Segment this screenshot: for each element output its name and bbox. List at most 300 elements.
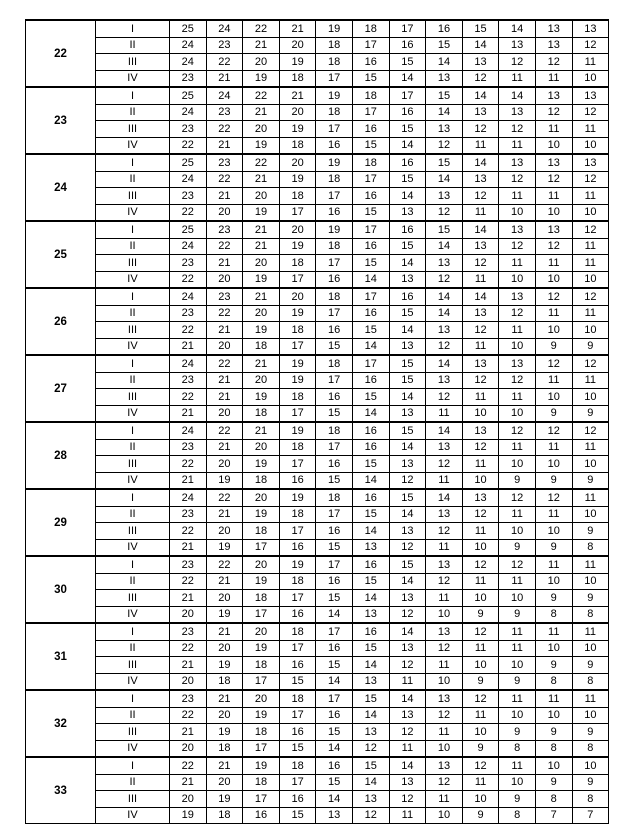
value-cell: 12 bbox=[499, 171, 536, 188]
value-cell: 17 bbox=[316, 372, 353, 389]
value-cell: 14 bbox=[389, 439, 426, 456]
value-cell: 20 bbox=[243, 489, 280, 506]
value-cell: 21 bbox=[206, 389, 243, 406]
value-cell: 18 bbox=[279, 70, 316, 87]
value-cell: 10 bbox=[572, 322, 609, 339]
value-cell: 13 bbox=[462, 422, 499, 439]
value-cell: 12 bbox=[572, 422, 609, 439]
value-cell: 16 bbox=[279, 724, 316, 741]
value-cell: 19 bbox=[206, 791, 243, 808]
level-cell: II bbox=[96, 104, 170, 121]
value-cell: 18 bbox=[206, 673, 243, 690]
value-cell: 11 bbox=[572, 54, 609, 71]
value-cell: 18 bbox=[279, 255, 316, 272]
value-cell: 12 bbox=[426, 707, 463, 724]
value-cell: 19 bbox=[316, 87, 353, 104]
value-cell: 18 bbox=[352, 154, 389, 171]
value-cell: 23 bbox=[170, 372, 207, 389]
value-cell: 19 bbox=[243, 322, 280, 339]
table-row bbox=[26, 54, 609, 71]
value-cell: 22 bbox=[170, 204, 207, 221]
value-cell: 17 bbox=[316, 70, 353, 87]
value-cell: 18 bbox=[316, 37, 353, 54]
value-cell: 14 bbox=[389, 506, 426, 523]
value-cell: 20 bbox=[279, 104, 316, 121]
level-cell: III bbox=[96, 389, 170, 406]
value-cell: 21 bbox=[243, 355, 280, 372]
value-cell: 14 bbox=[462, 288, 499, 305]
level-cell: III bbox=[96, 456, 170, 473]
value-cell: 17 bbox=[316, 255, 353, 272]
value-cell: 19 bbox=[243, 640, 280, 657]
value-cell: 12 bbox=[535, 238, 572, 255]
value-cell: 17 bbox=[316, 439, 353, 456]
age-cell: 29 bbox=[26, 489, 96, 556]
value-cell: 21 bbox=[170, 724, 207, 741]
value-cell: 18 bbox=[243, 657, 280, 674]
value-cell: 11 bbox=[426, 472, 463, 489]
value-cell: 19 bbox=[170, 807, 207, 824]
value-cell: 11 bbox=[426, 724, 463, 741]
table-row bbox=[26, 288, 609, 305]
value-cell: 11 bbox=[462, 573, 499, 590]
value-cell: 13 bbox=[462, 171, 499, 188]
value-cell: 13 bbox=[535, 20, 572, 37]
value-cell: 11 bbox=[499, 573, 536, 590]
value-cell: 8 bbox=[499, 807, 536, 824]
value-cell: 9 bbox=[499, 673, 536, 690]
value-cell: 14 bbox=[389, 322, 426, 339]
value-cell: 19 bbox=[279, 54, 316, 71]
age-cell: 23 bbox=[26, 87, 96, 154]
value-cell: 9 bbox=[572, 590, 609, 607]
value-cell: 18 bbox=[316, 489, 353, 506]
value-cell: 13 bbox=[426, 690, 463, 707]
level-cell: II bbox=[96, 372, 170, 389]
value-cell: 12 bbox=[499, 422, 536, 439]
value-cell: 17 bbox=[316, 506, 353, 523]
value-cell: 22 bbox=[206, 54, 243, 71]
value-cell: 14 bbox=[316, 740, 353, 757]
value-cell: 13 bbox=[535, 221, 572, 238]
value-cell: 10 bbox=[535, 456, 572, 473]
value-cell: 15 bbox=[426, 37, 463, 54]
value-cell: 12 bbox=[426, 204, 463, 221]
value-cell: 10 bbox=[462, 724, 499, 741]
table-row bbox=[26, 37, 609, 54]
value-cell: 18 bbox=[352, 20, 389, 37]
value-cell: 15 bbox=[389, 171, 426, 188]
level-cell: III bbox=[96, 188, 170, 205]
value-cell: 13 bbox=[499, 221, 536, 238]
value-cell: 14 bbox=[426, 104, 463, 121]
value-cell: 11 bbox=[572, 556, 609, 573]
value-cell: 12 bbox=[462, 322, 499, 339]
value-cell: 13 bbox=[426, 322, 463, 339]
value-cell: 13 bbox=[316, 807, 353, 824]
value-cell: 14 bbox=[352, 657, 389, 674]
value-cell: 16 bbox=[279, 657, 316, 674]
value-cell: 21 bbox=[243, 37, 280, 54]
value-cell: 14 bbox=[389, 389, 426, 406]
grade-table-body bbox=[26, 20, 609, 824]
table-row bbox=[26, 422, 609, 439]
value-cell: 24 bbox=[170, 288, 207, 305]
value-cell: 12 bbox=[462, 757, 499, 774]
value-cell: 15 bbox=[279, 740, 316, 757]
value-cell: 17 bbox=[279, 523, 316, 540]
value-cell: 17 bbox=[316, 121, 353, 138]
value-cell: 19 bbox=[206, 539, 243, 556]
value-cell: 13 bbox=[352, 539, 389, 556]
value-cell: 16 bbox=[279, 539, 316, 556]
value-cell: 19 bbox=[206, 657, 243, 674]
value-cell: 15 bbox=[352, 137, 389, 154]
value-cell: 11 bbox=[535, 305, 572, 322]
value-cell: 17 bbox=[279, 204, 316, 221]
value-cell: 22 bbox=[170, 523, 207, 540]
value-cell: 10 bbox=[462, 472, 499, 489]
value-cell: 8 bbox=[499, 740, 536, 757]
level-cell: IV bbox=[96, 606, 170, 623]
level-cell: II bbox=[96, 439, 170, 456]
value-cell: 8 bbox=[535, 740, 572, 757]
value-cell: 12 bbox=[426, 573, 463, 590]
value-cell: 10 bbox=[572, 271, 609, 288]
value-cell: 8 bbox=[572, 740, 609, 757]
value-cell: 18 bbox=[243, 472, 280, 489]
value-cell: 22 bbox=[206, 305, 243, 322]
value-cell: 21 bbox=[243, 422, 280, 439]
value-cell: 7 bbox=[535, 807, 572, 824]
value-cell: 25 bbox=[170, 154, 207, 171]
table-row bbox=[26, 791, 609, 808]
value-cell: 18 bbox=[279, 757, 316, 774]
value-cell: 16 bbox=[352, 188, 389, 205]
value-cell: 21 bbox=[170, 539, 207, 556]
value-cell: 17 bbox=[316, 690, 353, 707]
value-cell: 15 bbox=[389, 422, 426, 439]
level-cell: II bbox=[96, 305, 170, 322]
table-row bbox=[26, 271, 609, 288]
level-cell: I bbox=[96, 489, 170, 506]
value-cell: 9 bbox=[462, 606, 499, 623]
value-cell: 23 bbox=[206, 154, 243, 171]
value-cell: 16 bbox=[389, 154, 426, 171]
value-cell: 17 bbox=[243, 673, 280, 690]
value-cell: 13 bbox=[499, 37, 536, 54]
value-cell: 14 bbox=[352, 338, 389, 355]
value-cell: 19 bbox=[206, 472, 243, 489]
value-cell: 23 bbox=[170, 70, 207, 87]
value-cell: 13 bbox=[462, 489, 499, 506]
value-cell: 9 bbox=[499, 539, 536, 556]
table-row bbox=[26, 255, 609, 272]
value-cell: 12 bbox=[389, 472, 426, 489]
value-cell: 21 bbox=[206, 757, 243, 774]
value-cell: 20 bbox=[243, 188, 280, 205]
table-row bbox=[26, 456, 609, 473]
table-row bbox=[26, 606, 609, 623]
value-cell: 13 bbox=[499, 288, 536, 305]
value-cell: 9 bbox=[572, 472, 609, 489]
table-row bbox=[26, 188, 609, 205]
level-cell: I bbox=[96, 556, 170, 573]
value-cell: 14 bbox=[389, 255, 426, 272]
value-cell: 17 bbox=[352, 37, 389, 54]
level-cell: III bbox=[96, 523, 170, 540]
value-cell: 14 bbox=[316, 673, 353, 690]
level-cell: I bbox=[96, 623, 170, 640]
value-cell: 17 bbox=[352, 221, 389, 238]
age-cell: 22 bbox=[26, 20, 96, 87]
value-cell: 20 bbox=[279, 288, 316, 305]
value-cell: 9 bbox=[535, 774, 572, 791]
value-cell: 11 bbox=[389, 740, 426, 757]
value-cell: 18 bbox=[243, 523, 280, 540]
value-cell: 10 bbox=[572, 137, 609, 154]
value-cell: 24 bbox=[170, 422, 207, 439]
value-cell: 11 bbox=[535, 188, 572, 205]
value-cell: 10 bbox=[535, 204, 572, 221]
value-cell: 16 bbox=[279, 791, 316, 808]
table-row bbox=[26, 623, 609, 640]
value-cell: 13 bbox=[389, 590, 426, 607]
value-cell: 18 bbox=[206, 807, 243, 824]
value-cell: 15 bbox=[352, 389, 389, 406]
table-row bbox=[26, 87, 609, 104]
value-cell: 19 bbox=[279, 305, 316, 322]
value-cell: 9 bbox=[535, 724, 572, 741]
table-row bbox=[26, 774, 609, 791]
value-cell: 15 bbox=[389, 121, 426, 138]
value-cell: 10 bbox=[535, 640, 572, 657]
level-cell: IV bbox=[96, 472, 170, 489]
value-cell: 20 bbox=[206, 338, 243, 355]
value-cell: 10 bbox=[499, 590, 536, 607]
value-cell: 15 bbox=[426, 154, 463, 171]
value-cell: 20 bbox=[206, 405, 243, 422]
level-cell: I bbox=[96, 690, 170, 707]
value-cell: 12 bbox=[389, 657, 426, 674]
value-cell: 13 bbox=[535, 154, 572, 171]
value-cell: 10 bbox=[462, 791, 499, 808]
value-cell: 12 bbox=[535, 355, 572, 372]
value-cell: 23 bbox=[170, 690, 207, 707]
value-cell: 13 bbox=[462, 104, 499, 121]
value-cell: 17 bbox=[352, 104, 389, 121]
value-cell: 15 bbox=[389, 372, 426, 389]
value-cell: 15 bbox=[426, 87, 463, 104]
value-cell: 13 bbox=[499, 104, 536, 121]
value-cell: 10 bbox=[572, 456, 609, 473]
value-cell: 21 bbox=[243, 288, 280, 305]
value-cell: 12 bbox=[499, 556, 536, 573]
value-cell: 14 bbox=[352, 774, 389, 791]
value-cell: 14 bbox=[316, 606, 353, 623]
value-cell: 12 bbox=[462, 690, 499, 707]
table-row bbox=[26, 70, 609, 87]
table-row bbox=[26, 523, 609, 540]
value-cell: 12 bbox=[535, 422, 572, 439]
value-cell: 16 bbox=[352, 623, 389, 640]
level-cell: I bbox=[96, 154, 170, 171]
age-cell: 31 bbox=[26, 623, 96, 690]
value-cell: 19 bbox=[279, 171, 316, 188]
value-cell: 11 bbox=[572, 372, 609, 389]
table-row bbox=[26, 221, 609, 238]
value-cell: 18 bbox=[243, 405, 280, 422]
value-cell: 12 bbox=[462, 506, 499, 523]
value-cell: 13 bbox=[389, 204, 426, 221]
level-cell: III bbox=[96, 657, 170, 674]
value-cell: 22 bbox=[170, 137, 207, 154]
value-cell: 23 bbox=[170, 623, 207, 640]
value-cell: 11 bbox=[499, 690, 536, 707]
value-cell: 15 bbox=[389, 355, 426, 372]
value-cell: 10 bbox=[426, 673, 463, 690]
value-cell: 13 bbox=[389, 774, 426, 791]
value-cell: 12 bbox=[499, 489, 536, 506]
value-cell: 18 bbox=[316, 288, 353, 305]
value-cell: 21 bbox=[206, 623, 243, 640]
value-cell: 9 bbox=[572, 338, 609, 355]
value-cell: 11 bbox=[462, 640, 499, 657]
value-cell: 15 bbox=[389, 556, 426, 573]
value-cell: 24 bbox=[206, 87, 243, 104]
value-cell: 12 bbox=[352, 807, 389, 824]
value-cell: 16 bbox=[352, 489, 389, 506]
value-cell: 11 bbox=[535, 70, 572, 87]
value-cell: 14 bbox=[352, 271, 389, 288]
value-cell: 16 bbox=[316, 707, 353, 724]
value-cell: 21 bbox=[279, 87, 316, 104]
value-cell: 12 bbox=[462, 70, 499, 87]
value-cell: 12 bbox=[499, 305, 536, 322]
value-cell: 17 bbox=[279, 774, 316, 791]
value-cell: 16 bbox=[316, 456, 353, 473]
value-cell: 21 bbox=[243, 238, 280, 255]
table-row bbox=[26, 673, 609, 690]
value-cell: 10 bbox=[572, 757, 609, 774]
value-cell: 17 bbox=[352, 355, 389, 372]
table-row bbox=[26, 154, 609, 171]
value-cell: 16 bbox=[316, 573, 353, 590]
level-cell: III bbox=[96, 590, 170, 607]
value-cell: 12 bbox=[535, 54, 572, 71]
value-cell: 16 bbox=[352, 121, 389, 138]
value-cell: 11 bbox=[535, 439, 572, 456]
value-cell: 17 bbox=[352, 171, 389, 188]
value-cell: 18 bbox=[279, 322, 316, 339]
value-cell: 9 bbox=[462, 740, 499, 757]
value-cell: 11 bbox=[499, 389, 536, 406]
value-cell: 20 bbox=[243, 121, 280, 138]
value-cell: 10 bbox=[499, 523, 536, 540]
value-cell: 16 bbox=[352, 372, 389, 389]
value-cell: 21 bbox=[170, 657, 207, 674]
level-cell: III bbox=[96, 121, 170, 138]
value-cell: 12 bbox=[389, 539, 426, 556]
value-cell: 10 bbox=[462, 590, 499, 607]
value-cell: 22 bbox=[170, 707, 207, 724]
value-cell: 20 bbox=[206, 456, 243, 473]
value-cell: 12 bbox=[572, 104, 609, 121]
value-cell: 15 bbox=[352, 255, 389, 272]
value-cell: 10 bbox=[535, 271, 572, 288]
value-cell: 10 bbox=[499, 405, 536, 422]
value-cell: 16 bbox=[389, 288, 426, 305]
value-cell: 22 bbox=[206, 422, 243, 439]
value-cell: 19 bbox=[316, 154, 353, 171]
value-cell: 15 bbox=[316, 338, 353, 355]
value-cell: 14 bbox=[352, 707, 389, 724]
value-cell: 17 bbox=[279, 405, 316, 422]
value-cell: 11 bbox=[535, 255, 572, 272]
age-cell: 25 bbox=[26, 221, 96, 288]
value-cell: 22 bbox=[243, 20, 280, 37]
value-cell: 10 bbox=[572, 573, 609, 590]
value-cell: 19 bbox=[279, 422, 316, 439]
value-cell: 19 bbox=[243, 70, 280, 87]
value-cell: 19 bbox=[206, 724, 243, 741]
value-cell: 11 bbox=[426, 405, 463, 422]
value-cell: 15 bbox=[426, 221, 463, 238]
table-row bbox=[26, 640, 609, 657]
value-cell: 14 bbox=[389, 573, 426, 590]
value-cell: 11 bbox=[572, 305, 609, 322]
value-cell: 17 bbox=[279, 271, 316, 288]
value-cell: 13 bbox=[572, 20, 609, 37]
value-cell: 20 bbox=[243, 439, 280, 456]
value-cell: 10 bbox=[462, 405, 499, 422]
value-cell: 13 bbox=[572, 87, 609, 104]
value-cell: 17 bbox=[279, 640, 316, 657]
value-cell: 13 bbox=[535, 87, 572, 104]
value-cell: 12 bbox=[389, 724, 426, 741]
value-cell: 12 bbox=[535, 489, 572, 506]
value-cell: 22 bbox=[206, 489, 243, 506]
table-row bbox=[26, 807, 609, 824]
value-cell: 13 bbox=[426, 623, 463, 640]
value-cell: 14 bbox=[499, 87, 536, 104]
value-cell: 25 bbox=[170, 20, 207, 37]
value-cell: 16 bbox=[352, 54, 389, 71]
value-cell: 8 bbox=[535, 791, 572, 808]
value-cell: 14 bbox=[352, 405, 389, 422]
value-cell: 12 bbox=[462, 188, 499, 205]
value-cell: 14 bbox=[389, 188, 426, 205]
level-cell: II bbox=[96, 506, 170, 523]
value-cell: 17 bbox=[389, 20, 426, 37]
value-cell: 13 bbox=[426, 121, 463, 138]
value-cell: 10 bbox=[572, 389, 609, 406]
value-cell: 12 bbox=[462, 121, 499, 138]
value-cell: 24 bbox=[170, 171, 207, 188]
value-cell: 10 bbox=[426, 740, 463, 757]
value-cell: 15 bbox=[316, 539, 353, 556]
value-cell: 14 bbox=[352, 590, 389, 607]
value-cell: 21 bbox=[206, 690, 243, 707]
value-cell: 25 bbox=[170, 221, 207, 238]
value-cell: 16 bbox=[316, 523, 353, 540]
value-cell: 13 bbox=[389, 456, 426, 473]
value-cell: 16 bbox=[352, 439, 389, 456]
value-cell: 22 bbox=[170, 389, 207, 406]
value-cell: 18 bbox=[279, 137, 316, 154]
level-cell: I bbox=[96, 87, 170, 104]
value-cell: 18 bbox=[279, 188, 316, 205]
